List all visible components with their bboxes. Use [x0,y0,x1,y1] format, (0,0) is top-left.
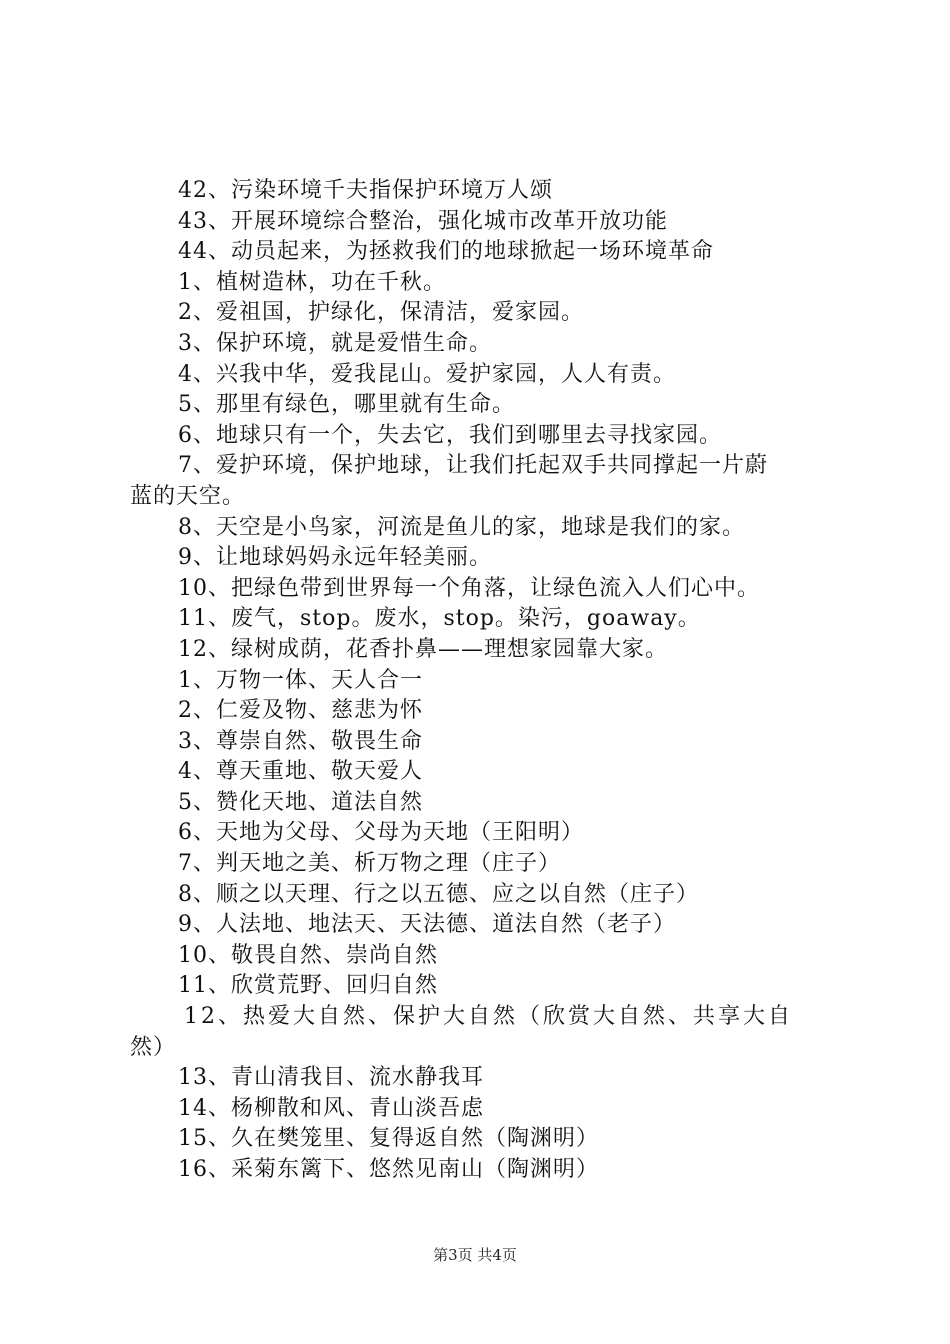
text-line: 4、兴我中华，爱我昆山。爱护家园，人人有责。 [178,361,676,387]
text-line: 2、仁爱及物、慈悲为怀 [178,698,423,724]
text-line: 14、杨柳散和风、青山淡吾虑 [178,1095,484,1121]
text-line: 9、让地球妈妈永远年轻美丽。 [178,545,492,571]
text-line: 7、爱护环境，保护地球，让我们托起双手共同撑起一片蔚 [178,453,768,479]
text-line: 7、判天地之美、析万物之理（庄子） [178,851,561,877]
text-line: 13、青山清我目、流水静我耳 [178,1065,484,1091]
text-line: 12、热爱大自然、保护大自然（欣赏大自然、共享大自 [184,1004,793,1030]
text-line: 1、植树造林，功在千秋。 [178,269,446,295]
text-line: 43、开展环境综合整治，强化城市改革开放功能 [178,208,668,234]
text-line: 12、绿树成荫，花香扑鼻——理想家园靠大家。 [178,636,668,662]
text-line: 11、废气，stop。废水，stop。染污，goaway。 [178,606,701,632]
text-line: 42、污染环境千夫指保护环境万人颂 [178,178,553,203]
text-line: 2、爱祖国，护绿化，保清洁，爱家园。 [178,300,584,326]
text-line: 10、敬畏自然、崇尚自然 [178,942,438,968]
text-line: 15、久在樊笼里、复得返自然（陶渊明） [178,1126,599,1152]
text-line: 3、保护环境，就是爱惜生命。 [178,330,492,356]
page-footer: 第3页 共4页 [433,1246,517,1264]
text-line: 8、顺之以天理、行之以五德、应之以自然（庄子） [178,881,699,907]
text-line: 4、尊天重地、敬天爱人 [178,759,423,785]
text-line: 16、采菊东篱下、悠然见南山（陶渊明） [178,1157,599,1182]
text-line: 8、天空是小鸟家，河流是鱼儿的家，地球是我们的家。 [178,514,745,540]
text-line: 5、赞化天地、道法自然 [178,789,423,815]
text-line: 6、天地为父母、父母为天地（王阳明） [178,820,584,846]
text-line: 10、把绿色带到世界每一个角落，让绿色流入人们心中。 [178,575,760,601]
text-line: 5、那里有绿色，哪里就有生命。 [178,392,515,418]
text-line-continuation: 然） [130,1034,177,1060]
text-line: 44、动员起来，为拯救我们的地球掀起一场环境革命 [178,239,714,265]
text-line: 1、万物一体、天人合一 [178,667,423,693]
text-line: 3、尊崇自然、敬畏生命 [178,728,423,754]
text-line-continuation: 蓝的天空。 [130,483,246,509]
text-line: 9、人法地、地法天、天法德、道法自然（老子） [178,912,676,938]
document-body [130,176,830,1186]
text-line: 11、欣赏荒野、回归自然 [178,973,438,999]
text-line: 6、地球只有一个，失去它，我们到哪里去寻找家园。 [178,422,722,448]
